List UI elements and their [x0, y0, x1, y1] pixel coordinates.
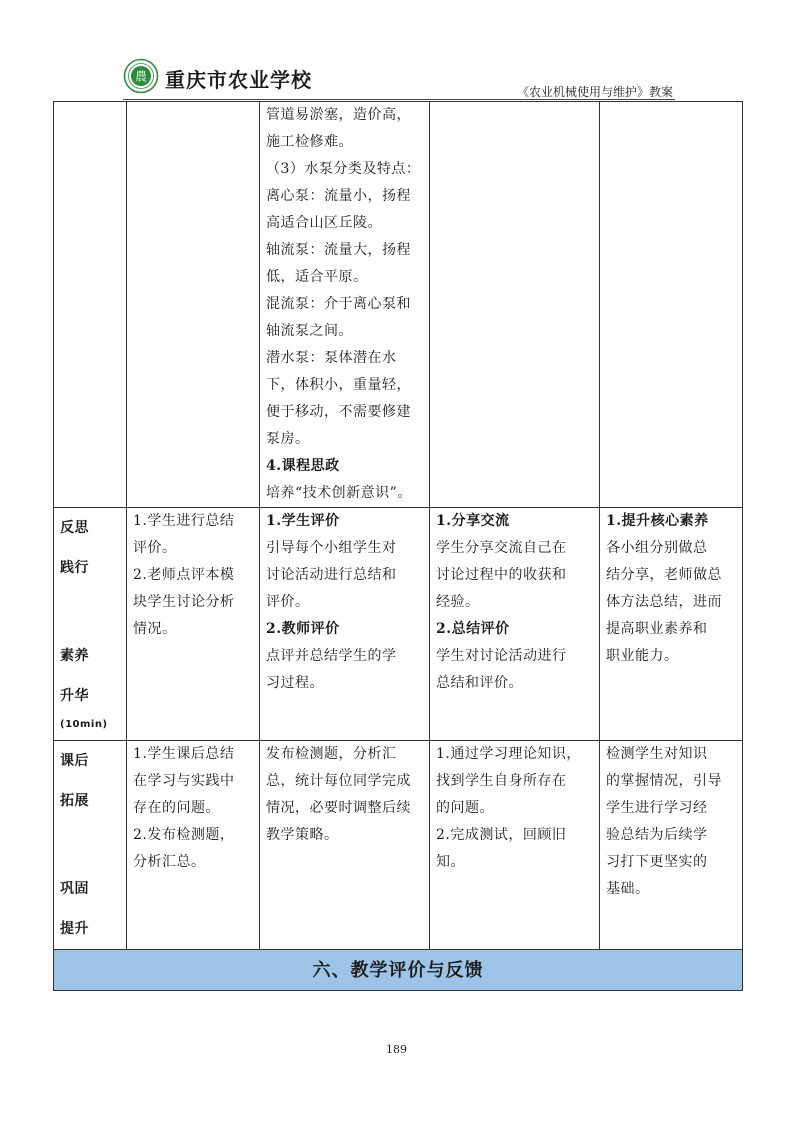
cell-line: 1.学生进行总结: [133, 513, 235, 529]
school-logo: [123, 58, 159, 94]
intent-cell: [600, 741, 743, 950]
teacher-cell-empty: [127, 102, 260, 508]
content-line: 潜水泵：泵体潜在水: [266, 350, 397, 366]
cell-line: 各小组分别做总: [606, 540, 708, 556]
cell-line: 学生进行学习经: [606, 800, 708, 816]
cell-line: 评价。: [266, 594, 310, 610]
section-title: 六、教学评价与反馈: [54, 950, 743, 991]
stage-label: 升华: [60, 688, 89, 704]
cell-line: 验总结为后续学: [606, 827, 708, 843]
cell-line: 总结和评价。: [436, 675, 523, 691]
stage-label: 拓展: [60, 793, 89, 809]
cell-line: 在学习与实践中: [133, 773, 235, 789]
cell-line: 点评并总结学生的学: [266, 648, 397, 664]
cell-line: 分析汇总。: [133, 854, 206, 870]
cell-line: 习过程。: [266, 675, 324, 691]
cell-line: 教学策略。: [266, 827, 339, 843]
cell-line: 情况。: [133, 621, 177, 637]
header-rule: [123, 99, 675, 100]
cell-line: 讨论活动进行总结和: [266, 567, 397, 583]
stage-label: 提升: [60, 921, 89, 937]
cell-line: 发布检测题，分析汇: [266, 746, 397, 762]
cell-heading: 1.学生评价: [266, 513, 340, 529]
cell-line: 1.学生课后总结: [133, 746, 235, 762]
cell-line: 习打下更坚实的: [606, 854, 708, 870]
stage-cell: [54, 741, 127, 950]
teacher-cell: [127, 741, 260, 950]
cell-line: 学生对讨论活动进行: [436, 648, 567, 664]
content-line: 泵房。: [266, 431, 310, 447]
student-cell: [430, 741, 600, 950]
stage-duration: (10min): [60, 719, 108, 730]
cell-line: 基础。: [606, 881, 650, 897]
page-header: [0, 0, 793, 105]
logo-glyph: 農: [134, 69, 148, 84]
content-line: 下，体积小，重量轻，: [266, 377, 411, 393]
content-heading: 4.课程思政: [266, 458, 340, 474]
cell-line: 的问题。: [436, 800, 494, 816]
cell-heading: 2.教师评价: [266, 621, 340, 637]
content-line: 离心泵：流量小，扬程: [266, 188, 411, 204]
content-line: 管道易淤塞，造价高，: [266, 107, 411, 123]
intent-cell-empty: [600, 102, 743, 508]
cell-line: 体方法总结，进而: [606, 594, 722, 610]
content-line: （3）水泵分类及特点：: [266, 161, 421, 177]
student-cell-empty: [430, 102, 600, 508]
cell-line: 学生分享交流自己在: [436, 540, 567, 556]
table-row-reflect: [54, 508, 743, 741]
cell-line: 存在的问题。: [133, 800, 220, 816]
lesson-plan-table: [53, 101, 743, 991]
activity-cell: [260, 741, 430, 950]
cell-line: 检测学生对知识: [606, 746, 708, 762]
stage-label: 素养: [60, 648, 89, 664]
table-row-continued: [54, 102, 743, 508]
stage-cell: [54, 508, 127, 741]
student-cell: [430, 508, 600, 741]
content-line: 轴流泵之间。: [266, 323, 353, 339]
content-line: 混流泵：介于离心泵和: [266, 296, 411, 312]
cell-line: 引导每个小组学生对: [266, 540, 397, 556]
content-line: 轴流泵：流量大，扬程: [266, 242, 411, 258]
intent-cell: [600, 508, 743, 741]
stage-cell-empty: [54, 102, 127, 508]
stage-label: 反思: [60, 520, 89, 536]
cell-line: 职业能力。: [606, 648, 679, 664]
cell-line: 知。: [436, 854, 465, 870]
content-line: 培养“技术创新意识”。: [266, 485, 412, 501]
cell-line: 评价。: [133, 540, 177, 556]
teacher-cell: [127, 508, 260, 741]
stage-label: 践行: [60, 560, 89, 576]
stage-label: 课后: [60, 753, 89, 769]
cell-line: 结分享，老师做总: [606, 567, 722, 583]
content-line: 高适合山区丘陵。: [266, 215, 382, 231]
table-row-extend: [54, 741, 743, 950]
content-line: 施工检修难。: [266, 134, 353, 150]
cell-heading: 1.分享交流: [436, 513, 510, 529]
cell-line: 经验。: [436, 594, 480, 610]
cell-heading: 1.提升核心素养: [606, 513, 709, 529]
cell-line: 块学生讨论分析: [133, 594, 235, 610]
content-line: 低，适合平原。: [266, 269, 368, 285]
cell-line: 2.发布检测题，: [133, 827, 235, 843]
section-header-row: [54, 950, 743, 991]
cell-line: 提高职业素养和: [606, 621, 708, 637]
cell-line: 讨论过程中的收获和: [436, 567, 567, 583]
stage-label: 巩固: [60, 881, 89, 897]
cell-line: 1.通过学习理论知识，: [436, 746, 581, 762]
cell-heading: 2.总结评价: [436, 621, 510, 637]
content-line: 便于移动，不需要修建: [266, 404, 411, 420]
cell-line: 的掌握情况，引导: [606, 773, 722, 789]
cell-line: 找到学生自身所存在: [436, 773, 567, 789]
cell-line: 情况，必要时调整后续: [266, 800, 411, 816]
content-cell: [260, 102, 430, 508]
activity-cell: [260, 508, 430, 741]
school-name: 重庆市农业学校: [165, 68, 312, 92]
cell-line: 2.完成测试，回顾旧: [436, 827, 567, 843]
page-number: 189: [386, 1043, 407, 1056]
cell-line: 总，统计每位同学完成: [266, 773, 411, 789]
document-title: 《农业机械使用与维护》教案: [516, 85, 673, 99]
cell-line: 2.老师点评本模: [133, 567, 235, 583]
